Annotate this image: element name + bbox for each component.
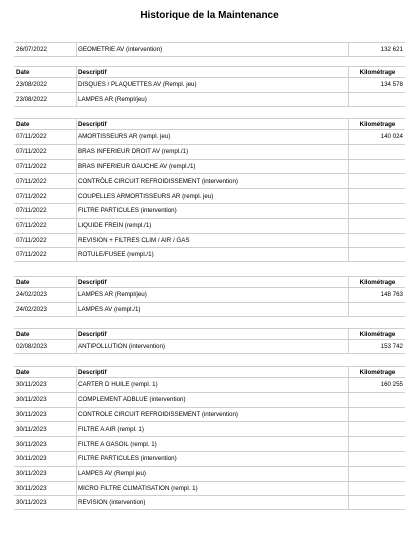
table-row xyxy=(14,188,405,203)
header-descriptif: Descriptif xyxy=(78,330,107,338)
row-date: 24/02/2023 xyxy=(16,291,47,299)
table-row xyxy=(14,77,405,92)
table-row xyxy=(14,339,405,354)
table-row xyxy=(14,287,405,302)
header-date: Date xyxy=(16,68,30,76)
row-descriptif: MICRO FILTRE CLIMATISATION (rempl. 1) xyxy=(78,484,198,492)
table-row xyxy=(14,466,405,481)
header-kilometrage: Kilométrage xyxy=(359,68,396,76)
row-kilometrage xyxy=(350,422,405,436)
row-kilometrage xyxy=(350,437,405,451)
row-descriptif: CONTRÔLE CIRCUIT REFROIDISSEMENT (intervention) xyxy=(78,177,238,185)
table-row xyxy=(14,92,405,107)
table-row xyxy=(14,129,405,144)
table-row xyxy=(14,233,405,248)
table-row xyxy=(14,144,405,159)
row-descriptif: LAMPES AR (Rempl/jeu) xyxy=(78,95,147,103)
maintenance-block xyxy=(14,42,405,57)
header-descriptif: Descriptif xyxy=(78,68,107,76)
row-descriptif: FILTRE A GASOIL (rempl. 1) xyxy=(78,440,157,448)
row-date: 30/11/2023 xyxy=(16,484,47,492)
table-header xyxy=(14,366,405,377)
row-date: 30/11/2023 xyxy=(16,470,47,478)
row-descriptif: FILTRE A AIR (rempl. 1) xyxy=(78,425,144,433)
row-kilometrage xyxy=(350,408,405,422)
table-row xyxy=(14,421,405,436)
row-date: 30/11/2023 xyxy=(16,440,47,448)
row-descriptif: REVISION + FILTRES CLIM / AIR / GAS xyxy=(78,236,190,244)
row-date: 07/11/2022 xyxy=(16,236,47,244)
row-kilometrage xyxy=(350,467,405,481)
row-descriptif: ROTULE/FUSEE (rempl./1) xyxy=(78,251,154,259)
row-descriptif: FILTRE PARTICULES (intervention) xyxy=(78,207,177,215)
row-descriptif: REVISION (intervention) xyxy=(78,499,146,507)
table-row xyxy=(14,159,405,174)
row-date: 07/11/2022 xyxy=(16,148,47,156)
row-kilometrage xyxy=(350,160,405,174)
row-date: 07/11/2022 xyxy=(16,251,47,259)
page-title: Historique de la Maintenance xyxy=(140,10,279,21)
row-descriptif: LAMPES AV (rempl./1) xyxy=(78,305,141,313)
row-date: 07/11/2022 xyxy=(16,133,47,141)
maintenance-block xyxy=(14,276,405,317)
header-descriptif: Descriptif xyxy=(78,120,107,128)
header-kilometrage: Kilométrage xyxy=(359,278,396,286)
row-descriptif: ANTIPOLLUTION (intervention) xyxy=(78,342,165,350)
row-date: 07/11/2022 xyxy=(16,192,47,200)
header-date: Date xyxy=(16,120,30,128)
row-descriptif: BRAS INFERIEUR GAUCHE AV (rempl./1) xyxy=(78,162,196,170)
row-date: 30/11/2023 xyxy=(16,425,47,433)
header-descriptif: Descriptif xyxy=(78,278,107,286)
row-descriptif: AMORTISSEURS AR (rempl. jeu) xyxy=(78,133,171,141)
maintenance-block xyxy=(14,366,405,510)
row-kilometrage: 148 763 xyxy=(380,291,403,299)
row-date: 23/08/2022 xyxy=(16,95,47,103)
table-header xyxy=(14,276,405,287)
row-descriptif: GEOMETRIE AV (intervention) xyxy=(78,45,163,53)
row-kilometrage xyxy=(350,482,405,496)
table-row xyxy=(14,392,405,407)
row-kilometrage xyxy=(350,145,405,159)
row-kilometrage xyxy=(350,219,405,233)
row-kilometrage xyxy=(350,496,405,509)
table-row xyxy=(14,481,405,496)
row-date: 30/11/2023 xyxy=(16,499,47,507)
row-descriptif: CARTER D HUILE (rempl. 1) xyxy=(78,381,158,389)
header-kilometrage: Kilométrage xyxy=(359,330,396,338)
row-descriptif: CONTROLE CIRCUIT REFROIDISSEMENT (intervention) xyxy=(78,410,238,418)
row-kilometrage: 134 578 xyxy=(380,81,403,89)
header-date: Date xyxy=(16,368,30,376)
maintenance-block xyxy=(14,118,405,262)
row-descriptif: COMPLEMENT ADBLUE (intervention) xyxy=(78,396,186,404)
table-row xyxy=(14,436,405,451)
row-descriptif: LAMPES AV (Rempl jeu) xyxy=(78,470,146,478)
row-kilometrage xyxy=(350,189,405,203)
row-descriptif: COUPELLES ARMORTISSEURS AR (rempl. jeu) xyxy=(78,192,214,200)
table-row xyxy=(14,173,405,188)
table-header xyxy=(14,66,405,77)
row-kilometrage: 160 255 xyxy=(380,381,403,389)
table-row xyxy=(14,218,405,233)
row-descriptif: LAMPES AR (Rempl/jeu) xyxy=(78,291,147,299)
row-date: 30/11/2023 xyxy=(16,455,47,463)
table-row xyxy=(14,42,405,57)
row-date: 26/07/2022 xyxy=(16,45,47,53)
row-date: 30/11/2023 xyxy=(16,396,47,404)
row-kilometrage: 153 742 xyxy=(380,342,403,350)
row-kilometrage: 140 024 xyxy=(380,133,403,141)
table-row xyxy=(14,302,405,317)
header-date: Date xyxy=(16,330,30,338)
row-date: 23/08/2022 xyxy=(16,81,47,89)
row-descriptif: LIQUIDE FREIN (rempl./1) xyxy=(78,222,152,230)
maintenance-block xyxy=(14,66,405,107)
row-kilometrage xyxy=(350,174,405,188)
row-kilometrage xyxy=(350,248,405,261)
table-row xyxy=(14,247,405,262)
header-descriptif: Descriptif xyxy=(78,368,107,376)
header-date: Date xyxy=(16,278,30,286)
row-date: 02/08/2023 xyxy=(16,342,47,350)
row-kilometrage xyxy=(350,393,405,407)
row-date: 24/02/2023 xyxy=(16,305,47,313)
maintenance-block xyxy=(14,328,405,354)
row-kilometrage: 132 621 xyxy=(380,45,403,53)
row-kilometrage xyxy=(350,234,405,248)
row-date: 07/11/2022 xyxy=(16,162,47,170)
row-descriptif: FILTRE PARTICULES (intervention) xyxy=(78,455,177,463)
table-row xyxy=(14,377,405,392)
row-kilometrage xyxy=(350,452,405,466)
table-row xyxy=(14,203,405,218)
table-row xyxy=(14,451,405,466)
row-date: 07/11/2022 xyxy=(16,222,47,230)
row-kilometrage xyxy=(350,204,405,218)
table-header xyxy=(14,118,405,129)
row-date: 30/11/2023 xyxy=(16,410,47,418)
row-descriptif: BRAS INFERIEUR DROIT AV (rempl./1) xyxy=(78,148,189,156)
table-header xyxy=(14,328,405,339)
table-row xyxy=(14,407,405,422)
table-row xyxy=(14,495,405,510)
row-date: 07/11/2022 xyxy=(16,177,47,185)
row-kilometrage xyxy=(350,93,405,106)
header-kilometrage: Kilométrage xyxy=(359,120,396,128)
header-kilometrage: Kilométrage xyxy=(359,368,396,376)
row-date: 30/11/2023 xyxy=(16,381,47,389)
row-descriptif: DISQUES / PLAQUETTES AV (Rempl. jeu) xyxy=(78,81,197,89)
row-date: 07/11/2022 xyxy=(16,207,47,215)
row-kilometrage xyxy=(350,303,405,316)
